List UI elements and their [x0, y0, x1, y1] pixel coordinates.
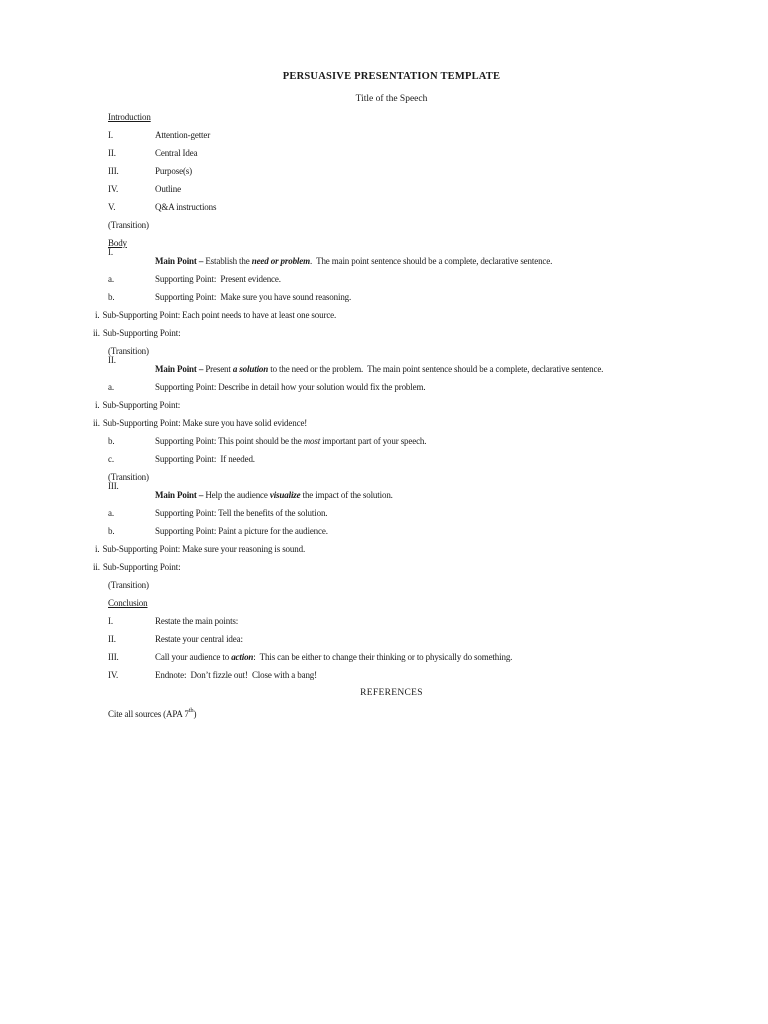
outline-item [0, 634, 768, 652]
main-point-item [0, 481, 768, 508]
supporting-point-item [0, 508, 768, 526]
item-marker: I. [108, 247, 113, 257]
item-text: Attention-getter [155, 130, 211, 140]
supporting-point-item [0, 274, 768, 292]
sub-supporting-point-text: Sub-Supporting Point: Make sure you have solid evidence! [102, 418, 308, 428]
main-point-item [0, 355, 768, 382]
supporting-point-text: Supporting Point: Tell the benefits of the solution. [155, 508, 328, 518]
supporting-point-text: Supporting Point: Describe in detail how your solution would fix the problem. [155, 382, 426, 392]
item-marker: i. [95, 400, 100, 410]
sub-supporting-point-item [0, 562, 768, 580]
item-marker: i. [95, 544, 100, 554]
sub-supporting-point-item [0, 400, 768, 418]
item-marker: I. [108, 130, 113, 140]
item-marker: III. [108, 652, 119, 662]
main-point-text: Main Point – Present a solution to the need or the problem. The main point sentence should be a complete, declarative sentence. [155, 364, 604, 374]
item-marker: II. [108, 634, 116, 644]
item-marker: a. [108, 274, 114, 284]
item-marker: III. [108, 481, 119, 491]
supporting-point-item [0, 382, 768, 400]
supporting-point-text: Supporting Point: This point should be the most important part of your speech. [155, 436, 427, 446]
citation-note: Cite all sources (APA 7th) [108, 707, 197, 719]
introduction-section-row [0, 112, 768, 130]
item-marker: b. [108, 436, 115, 446]
supporting-point-item [0, 526, 768, 544]
supporting-point-text: Supporting Point: Present evidence. [155, 274, 281, 284]
sub-supporting-point-item [0, 544, 768, 562]
outline-item [0, 202, 768, 220]
references-section-row [0, 688, 768, 706]
main-point-text: Main Point – Help the audience visualize the impact of the solution. [155, 490, 393, 500]
item-marker: ii. [93, 418, 100, 428]
document-outline [0, 112, 768, 724]
item-text: Restate your central idea: [155, 634, 243, 644]
sub-supporting-point-item [0, 418, 768, 436]
transition-note: (Transition) [108, 472, 149, 482]
item-text: Purpose(s) [155, 166, 192, 176]
item-marker: IV. [108, 184, 119, 194]
outline-item [0, 184, 768, 202]
sub-supporting-point-text: Sub-Supporting Point: [102, 328, 181, 338]
item-marker: IV. [108, 670, 119, 680]
main-point-text: Main Point – Establish the need or problem. The main point sentence should be a complete, declarative sentence. [155, 256, 553, 266]
sub-supporting-point-text: Sub-Supporting Point: [102, 562, 181, 572]
supporting-point-item [0, 454, 768, 472]
sub-supporting-point-text: Sub-Supporting Point: Each point needs to have at least one source. [102, 310, 337, 320]
body-section-row [0, 238, 768, 256]
item-text: Endnote: Don’t fizzle out! Close with a bang! [155, 670, 317, 680]
item-text: Outline [155, 184, 181, 194]
item-marker: ii. [93, 328, 100, 338]
item-text: Restate the main points: [155, 616, 239, 626]
transition-note: (Transition) [108, 580, 149, 590]
conclusion-heading: Conclusion [108, 598, 148, 608]
main-point-item [0, 247, 768, 274]
body-heading: Body [108, 238, 127, 248]
item-marker: III. [108, 166, 119, 176]
outline-item [0, 652, 768, 670]
outline-item [0, 670, 768, 688]
outline-item [0, 148, 768, 166]
speech-title: Title of the Speech [355, 94, 428, 104]
outline-item [0, 616, 768, 634]
item-marker: V. [108, 202, 116, 212]
outline-item [0, 166, 768, 184]
supporting-point-item [0, 436, 768, 454]
introduction-heading: Introduction [108, 112, 151, 122]
item-text: Central Idea [155, 148, 198, 158]
transition-note: (Transition) [108, 220, 149, 230]
item-marker: b. [108, 526, 115, 536]
conclusion-section-row [0, 598, 768, 616]
supporting-point-item [0, 292, 768, 310]
ordinal-superscript: th [188, 707, 194, 714]
item-marker: i. [95, 310, 100, 320]
item-marker: c. [108, 454, 114, 464]
item-marker: I. [108, 616, 113, 626]
sub-supporting-point-text: Sub-Supporting Point: [102, 400, 181, 410]
item-marker: a. [108, 382, 114, 392]
supporting-point-text: Supporting Point: Paint a picture for the audience. [155, 526, 328, 536]
outline-item [0, 130, 768, 148]
item-marker: b. [108, 292, 115, 302]
item-marker: ii. [93, 562, 100, 572]
transition-note: (Transition) [108, 346, 149, 356]
sub-supporting-point-item [0, 310, 768, 328]
sub-supporting-point-item [0, 328, 768, 346]
item-marker: II. [108, 148, 116, 158]
references-heading: REFERENCES [360, 688, 423, 698]
item-text: Call your audience to action: This can be either to change their thinking or to physically do something. [155, 652, 513, 662]
document-title: PERSUASIVE PRESENTATION TEMPLATE [282, 71, 501, 82]
sub-supporting-point-text: Sub-Supporting Point: Make sure your reasoning is sound. [102, 544, 306, 554]
item-marker: a. [108, 508, 114, 518]
supporting-point-text: Supporting Point: Make sure you have sound reasoning. [155, 292, 352, 302]
supporting-point-text: Supporting Point: If needed. [155, 454, 255, 464]
item-marker: II. [108, 355, 116, 365]
item-text: Q&A instructions [155, 202, 217, 212]
